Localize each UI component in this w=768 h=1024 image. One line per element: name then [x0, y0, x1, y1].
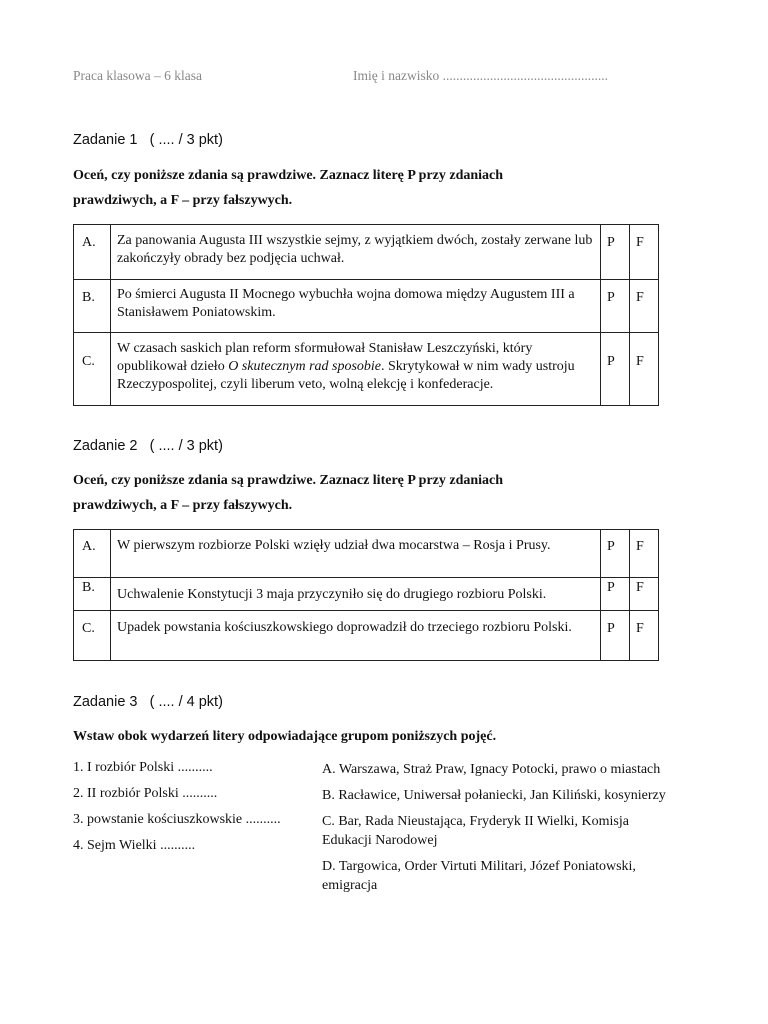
name-label: Imię i nazwisko: [353, 68, 440, 83]
table-row: B. Uchwalenie Konstytucji 3 maja przyczyniło się do drugiego rozbioru Polski. P F: [74, 578, 659, 611]
table-row: B. Po śmierci Augusta II Mocnego wybuchła wojna domowa między Augustem III a Stanisławem Poniatowskim. P F: [74, 280, 659, 333]
task-1-table: [73, 224, 659, 406]
list-item: 2. II rozbiór Polski ..........: [73, 786, 218, 801]
events-list: [73, 760, 281, 864]
list-item: D. Targowica, Order Virtuti Militari, Józef Poniatowski, emigracja: [322, 859, 636, 893]
task-2-table: [73, 529, 659, 661]
groups-list: [322, 760, 682, 902]
table-row: C. Upadek powstania kościuszkowskiego doprowadził do trzeciego rozbioru Polski. P F: [74, 611, 659, 661]
table-row: C. W czasach saskich plan reform sformułował Stanisław Leszczyński, który opublikował dzieło O skutecznym rad sposobie. Skrytykował w nim wady ustroju Rzeczypospolitej, czyli liberum veto, wolną elekcję i konfederacje. P F: [74, 333, 659, 406]
list-item: B. Racławice, Uniwersał połaniecki, Jan Kiliński, kosynierzy: [322, 788, 666, 803]
task-1-points: ( .... / 3 pkt): [149, 132, 223, 148]
book-title: O skutecznym rad sposobie: [228, 359, 382, 374]
task-3-title: Zadanie 3 ( .... / 4 pkt): [73, 694, 223, 710]
page-header: [73, 68, 693, 88]
list-item: 3. powstanie kościuszkowskie ..........: [73, 812, 281, 827]
task-2-instruction: Oceń, czy poniższe zdania są prawdziwe. Zaznacz literę P przy zdaniach prawdziwych, a F – przy fałszywych.: [73, 473, 504, 513]
list-item: 1. I rozbiór Polski ..........: [73, 760, 213, 775]
table-row: A. Za panowania Augusta III wszystkie sejmy, z wyjątkiem dwóch, zostały zerwane lub zakończyły obrady bez podjęcia uchwał. P F: [74, 225, 659, 280]
task-2-title: Zadanie 2 ( .... / 3 pkt): [73, 438, 223, 454]
task-1-instruction: Oceń, czy poniższe zdania są prawdziwe. Zaznacz literę P przy zdaniach prawdziwych, a F – przy fałszywych.: [73, 168, 504, 208]
task-3-points: ( .... / 4 pkt): [149, 694, 223, 710]
task-1-title: Zadanie 1 ( .... / 3 pkt): [73, 132, 223, 148]
test-title: Praca klasowa – 6 klasa: [73, 68, 202, 83]
list-item: 4. Sejm Wielki ..........: [73, 838, 196, 853]
task-2-points: ( .... / 3 pkt): [149, 438, 223, 454]
task-3-instruction: Wstaw obok wydarzeń litery odpowiadające grupom poniższych pojęć.: [73, 729, 497, 744]
name-field: [353, 68, 608, 84]
name-dots: .................................................: [442, 68, 608, 83]
list-item: C. Bar, Rada Nieustająca, Fryderyk II Wielki, Komisja Edukacji Narodowej: [322, 814, 629, 848]
list-item: A. Warszawa, Straż Praw, Ignacy Potocki, prawo o miastach: [322, 762, 661, 777]
table-row: A. W pierwszym rozbiorze Polski wzięły udział dwa mocarstwa – Rosja i Prusy. P F: [74, 530, 659, 578]
